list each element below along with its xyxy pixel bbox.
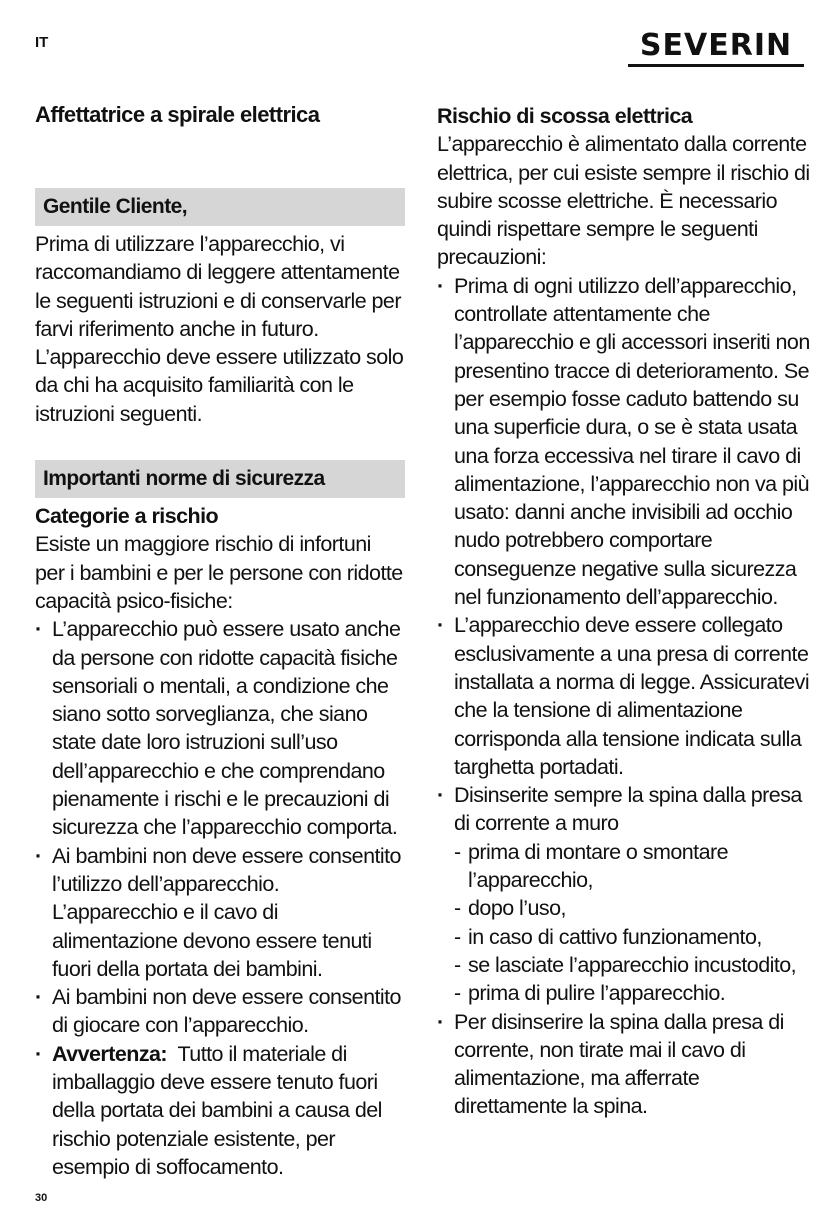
list-item: · L’apparecchio può essere usato anche da persone con ridotte capacità fisiche sensoriali o mentali, a condizione che siano sotto sorveglianza, che siano state date loro istruzioni sull’uso dell’apparecchio e che comprendano pienamente i rischi e le precauzioni di sicurezza che l’apparecchio comporta.	[35, 615, 405, 841]
severin-logo: SEVERIN	[628, 30, 804, 67]
safety-band: Importanti norme di sicurezza	[35, 460, 405, 498]
unplug-case: - dopo l’uso,	[454, 894, 812, 922]
language-code: IT	[35, 34, 49, 51]
risk-intro: Esiste un maggiore rischio di infortuni per i bambini e per le persone con ridotte capacità psico-fisiche:	[35, 532, 403, 613]
list-item: · Per disinserire la spina dalla presa di corrente, non tirate mai il cavo di alimentazione, ma afferrate direttamente la spina.	[437, 1008, 812, 1121]
left-column	[35, 100, 405, 1181]
warning-item	[35, 1040, 405, 1181]
unplug-intro: Disinserite sempre la spina dalla presa di corrente a muro	[454, 783, 802, 836]
unplug-item	[437, 781, 812, 1007]
risk-bullet-list	[35, 615, 405, 1181]
unplug-case-list	[454, 838, 812, 1008]
list-item: · L’apparecchio deve essere collegato esclusivamente a una presa di corrente installata a norma di legge. Assicuratevi che la tensione di alimentazione corrisponda alla tensione indicata sulla targhetta portadati.	[437, 611, 812, 781]
list-item: · Prima di ogni utilizzo dell’apparecchio, controllate attentamente che l’apparecchio e gli accessori inseriti non presentino tracce di deterioramento. Se per esempio fosse caduto battendo su una superficie dura, o se è stata usata una forza eccessiva nel tirare il cavo di alimentazione, l’apparecchio non va più usato: danni anche invisibili ad occhio nudo potrebbero comportare conseguenze negative sulla sicurezza nel funzionamento dell’apparecchio.	[437, 272, 812, 612]
list-item: · Ai bambini non deve essere consentito di giocare con l’apparecchio.	[35, 983, 405, 1040]
unplug-case: - se lasciate l’apparecchio incustodito,	[454, 951, 812, 979]
right-column	[437, 102, 812, 1121]
intro-paragraph: Prima di utilizzare l’apparecchio, vi raccomandiamo di leggere attentamente le seguenti istruzioni e di conservarle per farvi riferimento anche in futuro. L’apparecchio deve essere utilizzato solo da chi ha acquisito familiarità con le istruzioni seguenti.	[35, 232, 404, 426]
risk-category-heading: Categorie a rischio	[35, 504, 219, 529]
greeting-band: Gentile Cliente,	[35, 188, 405, 226]
list-item: · Ai bambini non deve essere consentito l’utilizzo dell’apparecchio. L’apparecchio e il cavo di alimentazione devono essere tenuti fuori della portata dei bambini.	[35, 842, 405, 983]
unplug-case: - prima di montare o smontare l’apparecchio,	[454, 838, 812, 895]
electric-shock-intro: L’apparecchio è alimentato dalla corrente elettrica, per cui esiste sempre il rischio di subire scosse elettriche. È necessario quindi rispettare sempre le seguenti precauzioni:	[437, 132, 810, 270]
unplug-case: - in caso di cattivo funzionamento,	[454, 923, 812, 951]
warning-text: Tutto il materiale di imballaggio deve essere tenuto fuori della portata dei bambini a causa del rischio potenziale esistente, per esempio di soffocamento.	[52, 1041, 382, 1179]
warning-label: Avvertenza:	[52, 1041, 168, 1066]
page-number: 30	[35, 1192, 48, 1204]
electric-shock-heading: Rischio di scossa elettrica	[437, 104, 693, 128]
unplug-case: - prima di pulire l’apparecchio.	[454, 979, 812, 1007]
electric-bullet-list	[437, 272, 812, 1121]
document-title: Affettatrice a spirale elettrica	[35, 102, 320, 127]
